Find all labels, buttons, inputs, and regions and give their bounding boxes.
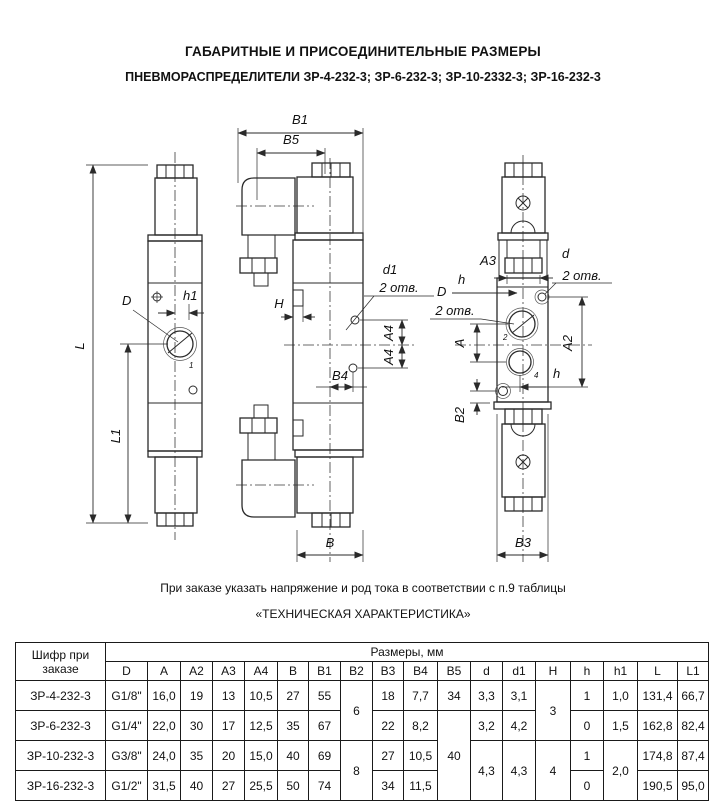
cell-d: 3,2 (471, 711, 503, 741)
dim-label-h-bottom: h (553, 366, 561, 381)
cell-L: 162,8 (638, 711, 678, 741)
cell-d1: 4,2 (503, 711, 536, 741)
cell-A: 24,0 (148, 741, 181, 771)
cell-H: 4 (536, 741, 571, 801)
col-header-D: D (106, 662, 148, 681)
hole-d1 (349, 364, 357, 372)
col-header-L1: L1 (678, 662, 709, 681)
cell-D: G1/4" (106, 711, 148, 741)
cell-B: 27 (278, 681, 309, 711)
cell-B5: 34 (438, 681, 471, 711)
cell-L1: 82,4 (678, 711, 709, 741)
cell-B4: 10,5 (404, 741, 438, 771)
hole-d (538, 293, 546, 301)
cell-D: G1/8" (106, 681, 148, 711)
corner-header-line2: заказе (42, 661, 79, 676)
cell-A: 16,0 (148, 681, 181, 711)
cell-h: 0 (571, 711, 604, 741)
cell-B3: 27 (373, 741, 404, 771)
cell-B3: 18 (373, 681, 404, 711)
cell-B: 35 (278, 711, 309, 741)
col-header-A: A (148, 662, 181, 681)
page-title: ГАБАРИТНЫЕ И ПРИСОЕДИНИТЕЛЬНЫЕ РАЗМЕРЫ (185, 44, 541, 59)
cell-L: 190,5 (638, 771, 678, 801)
dim-label-d1: d1 (382, 262, 398, 277)
col-header-A3: A3 (213, 662, 245, 681)
cell-d: 3,3 (471, 681, 503, 711)
solenoid-coil (155, 457, 197, 513)
cell-B4: 11,5 (404, 771, 438, 801)
col-header-B4: B4 (404, 662, 438, 681)
dim-label-L: L (72, 342, 87, 350)
solenoid-coil (297, 177, 353, 233)
col-header-d1: d1 (503, 662, 536, 681)
port-4 (509, 351, 531, 373)
cell-L: 131,4 (638, 681, 678, 711)
order-note: При заказе указать напряжение и род тока в соответствии с п.9 таблицы (160, 581, 566, 595)
holes-note: 2 отв. (379, 280, 419, 295)
hole-ear (499, 387, 508, 396)
col-header-B3: B3 (373, 662, 404, 681)
cell-A3: 13 (213, 681, 245, 711)
cell-B1: 74 (309, 771, 341, 801)
dim-label-H: H (274, 296, 284, 311)
dim-label-h1: h1 (183, 288, 198, 303)
front-view (72, 152, 204, 540)
col-header-d: d (471, 662, 503, 681)
table-subheader-row (16, 662, 709, 681)
cell-A2: 30 (181, 711, 213, 741)
col-header-B5: B5 (438, 662, 471, 681)
mount-hole (189, 386, 197, 394)
cell-d: 4,3 (471, 741, 503, 801)
table-caption: «ТЕХНИЧЕСКАЯ ХАРАКТЕРИСТИКА» (255, 607, 471, 621)
page-subtitle: ПНЕВМОРАСПРЕДЕЛИТЕЛИ ЗР-4-232-3; ЗР-6-232-3; ЗР-10-2332-3; ЗР-16-232-3 (125, 70, 601, 84)
solenoid-coil (297, 457, 353, 513)
cell-B3: 34 (373, 771, 404, 801)
cell-L: 174,8 (638, 741, 678, 771)
cell-L1: 66,7 (678, 681, 709, 711)
dimensions-table (15, 642, 709, 801)
dim-label-D: D (437, 284, 447, 299)
dim-label-d: d (562, 246, 570, 261)
group-header: Размеры, мм (106, 643, 709, 662)
dim-label-A2: A2 (560, 335, 575, 351)
dim-label-B5: B5 (283, 132, 299, 147)
cell-B5: 40 (438, 711, 471, 801)
col-header-B2: B2 (341, 662, 373, 681)
port-number: 1 (189, 361, 194, 370)
col-header-L: L (638, 662, 678, 681)
col-header-h: h (571, 662, 604, 681)
col-header-A2: A2 (181, 662, 213, 681)
table-row (16, 741, 709, 771)
solenoid-coil (502, 424, 545, 497)
cell-h1: 2,0 (604, 741, 638, 801)
cell-A: 22,0 (148, 711, 181, 741)
model-name: ЗР-10-232-3 (16, 741, 106, 771)
cell-L1: 95,0 (678, 771, 709, 801)
dim-label-D: D (122, 293, 132, 308)
cell-h: 1 (571, 741, 604, 771)
model-name: ЗР-16-232-3 (16, 771, 106, 801)
col-header-B: B (278, 662, 309, 681)
cell-L1: 87,4 (678, 741, 709, 771)
cell-B4: 7,7 (404, 681, 438, 711)
cell-D: G3/8" (106, 741, 148, 771)
side-tab (293, 290, 303, 306)
cell-B4: 8,2 (404, 711, 438, 741)
solenoid-coil (502, 177, 545, 233)
cell-A3: 27 (213, 771, 245, 801)
col-header-h1: h1 (604, 662, 638, 681)
cell-A3: 17 (213, 711, 245, 741)
cell-B2: 8 (341, 741, 373, 801)
cell-A4: 10,5 (245, 681, 278, 711)
cell-A2: 35 (181, 741, 213, 771)
cell-h1: 1,5 (604, 711, 638, 741)
dim-label-A4-top: A4 (381, 325, 396, 341)
dim-label-B1: B1 (292, 112, 308, 127)
solenoid-coil (155, 178, 197, 235)
dim-label-h-top: h (458, 272, 466, 287)
corner-header (16, 643, 106, 681)
cell-H: 3 (536, 681, 571, 741)
dim-label-B4: B4 (332, 368, 348, 383)
dim-label-A: A (452, 338, 467, 348)
col-header-A4: A4 (245, 662, 278, 681)
cell-A2: 19 (181, 681, 213, 711)
col-header-B1: B1 (309, 662, 341, 681)
port-number: 4 (534, 371, 539, 380)
table-header-row (16, 643, 709, 662)
cell-B: 50 (278, 771, 309, 801)
dim-label-B2: B2 (452, 407, 467, 423)
dim-label-L1: L1 (108, 428, 123, 444)
cell-B1: 69 (309, 741, 341, 771)
dim-label-B3: B3 (515, 535, 531, 550)
side-view (236, 112, 434, 562)
col-header-H: H (536, 662, 571, 681)
cell-B3: 22 (373, 711, 404, 741)
dim-label-A3: A3 (480, 253, 496, 268)
port-number: 2 (503, 333, 508, 342)
cell-h: 1 (571, 681, 604, 711)
cable-gland (240, 418, 277, 433)
cell-A: 31,5 (148, 771, 181, 801)
cable-connector (242, 460, 295, 517)
dim-label-B: B (325, 535, 335, 550)
cell-D: G1/2" (106, 771, 148, 801)
cell-B1: 55 (309, 681, 341, 711)
model-name: ЗР-6-232-3 (16, 711, 106, 741)
dim-label-A4-bottom: A4 (381, 349, 396, 365)
cell-h: 0 (571, 771, 604, 801)
holes-note: 2 отв. (435, 303, 475, 318)
technical-drawing (0, 100, 726, 578)
table-row (16, 681, 709, 711)
cell-h1: 1,0 (604, 681, 638, 711)
cell-A4: 12,5 (245, 711, 278, 741)
cell-d1: 4,3 (503, 741, 536, 801)
cell-A4: 15,0 (245, 741, 278, 771)
corner-header-line1: Шифр при (31, 647, 90, 662)
cell-B2: 6 (341, 681, 373, 741)
cell-B1: 67 (309, 711, 341, 741)
side-tab (293, 420, 303, 436)
cell-B: 40 (278, 741, 309, 771)
cell-A2: 40 (181, 771, 213, 801)
cell-d1: 3,1 (503, 681, 536, 711)
cell-A3: 20 (213, 741, 245, 771)
holes-note: 2 отв. (562, 268, 602, 283)
model-name: ЗР-4-232-3 (16, 681, 106, 711)
cell-A4: 25,5 (245, 771, 278, 801)
end-view (430, 155, 612, 562)
cable-connector (242, 178, 295, 235)
cable-gland (240, 258, 277, 273)
